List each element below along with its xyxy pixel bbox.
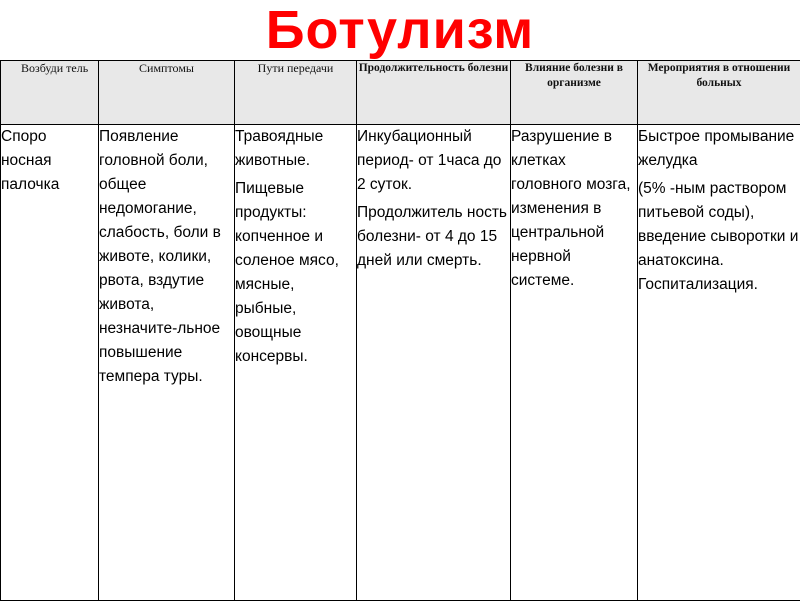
cell-measures [638, 125, 800, 601]
header-transmission: Пути передачи [235, 61, 357, 125]
disease-table [0, 60, 800, 601]
transmission-text-2: Пищевые продукты: копченное и соленое мясо, мясные, рыбные, овощные консервы. [235, 177, 356, 369]
duration-text-2: Продолжитель ность болезни- от 4 до 15 дней или смерть. [357, 201, 510, 273]
header-measures: Мероприятия в отношении больных [638, 61, 800, 125]
cell-symptoms [99, 125, 235, 601]
cell-pathogen [1, 125, 99, 601]
transmission-text-1: Травоядные животные. [235, 125, 356, 173]
page-title: Ботулизм [0, 0, 800, 60]
effect-text: Разрушение в клетках головного мозга, изменения в центральной нервной системе. [511, 125, 637, 293]
duration-text-1: Инкубационный период- от 1часа до 2 суток. [357, 125, 510, 197]
cell-effect [511, 125, 638, 601]
cell-transmission [235, 125, 357, 601]
header-effect: Влияние болезни в организме [511, 61, 638, 125]
header-duration: Продолжительность болезни [357, 61, 511, 125]
header-pathogen: Возбуди тель [1, 61, 99, 125]
table-header-row [1, 61, 800, 125]
symptoms-text: Появление головной боли, общее недомогание, слабость, боли в животе, колики, рвота, вздутие живота, незначите-льное повышение темпера туры. [99, 125, 234, 389]
header-symptoms: Симптомы [99, 61, 235, 125]
measures-text-2: (5% -ным раствором питьевой соды), введение сыворотки и анатоксина. Госпитализация. [638, 177, 800, 297]
measures-text-1: Быстрое промывание желудка [638, 125, 800, 173]
table-row [1, 125, 800, 601]
pathogen-text: Споро носная палочка [1, 125, 98, 197]
cell-duration [357, 125, 511, 601]
